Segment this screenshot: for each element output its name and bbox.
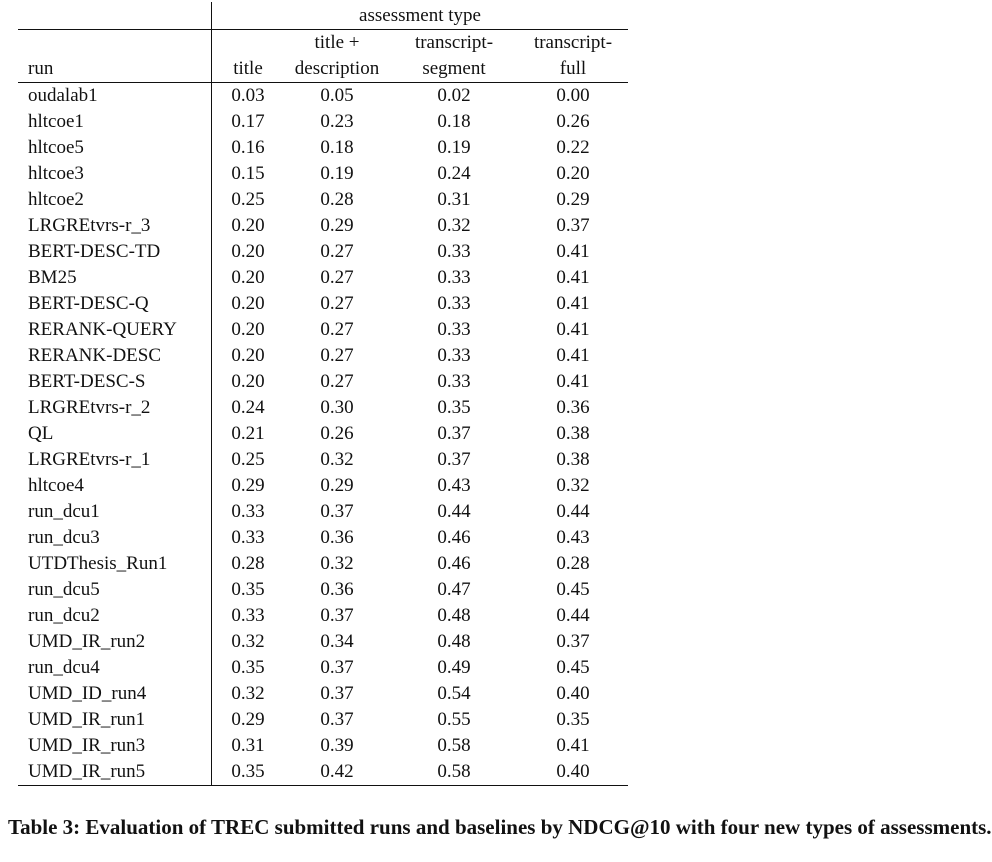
- cell-segment: 0.58: [437, 735, 471, 756]
- cell-description: 0.27: [320, 319, 354, 340]
- cell-segment: 0.33: [437, 267, 471, 288]
- table-row: [18, 447, 628, 473]
- cell-title: 0.32: [212, 681, 285, 707]
- cell-run: hltcoe3: [28, 163, 84, 184]
- cell-segment: 0.55: [437, 709, 471, 730]
- cell-title: 0.20: [212, 291, 285, 317]
- cell-run: RERANK-DESC: [28, 345, 162, 366]
- cell-full: 0.36: [556, 397, 590, 418]
- cell-run: UMD_IR_run1: [28, 709, 146, 730]
- cell-title: 0.35: [212, 759, 285, 786]
- cell-description: 0.29: [320, 215, 354, 236]
- cell-description: 0.42: [284, 759, 390, 786]
- table-row: [18, 395, 628, 421]
- table-row: [18, 551, 628, 577]
- cell-description: 0.37: [320, 501, 354, 522]
- table-row: [18, 265, 628, 291]
- cell-run: run_dcu2: [28, 605, 100, 626]
- cell-title: 0.25: [212, 447, 285, 473]
- table-row: [18, 499, 628, 525]
- cell-segment: 0.32: [437, 215, 471, 236]
- table-row: [18, 603, 628, 629]
- cell-description: 0.37: [320, 657, 354, 678]
- cell-full: 0.45: [556, 579, 590, 600]
- table-row: [18, 733, 628, 759]
- cell-run: LRGREtvrs-r_3: [28, 215, 151, 236]
- table-row: [18, 187, 628, 213]
- cell-segment: 0.48: [437, 605, 471, 626]
- cell-description: 0.37: [320, 605, 354, 626]
- header-full-line2: full: [518, 56, 628, 83]
- cell-title: 0.21: [212, 421, 285, 447]
- header-segment-line2: segment: [390, 56, 518, 83]
- cell-segment: 0.47: [437, 579, 471, 600]
- cell-full: 0.35: [556, 709, 590, 730]
- cell-segment: 0.37: [437, 423, 471, 444]
- cell-segment: 0.49: [437, 657, 471, 678]
- cell-title: 0.20: [212, 343, 285, 369]
- header-full-line1: transcript-: [533, 32, 613, 53]
- table-row: [18, 421, 628, 447]
- cell-segment: 0.33: [437, 319, 471, 340]
- table-caption: Table 3: Evaluation of TREC submitted runs and baselines by NDCG@10 with four new types of assessments.: [8, 815, 992, 839]
- cell-run: hltcoe2: [28, 189, 84, 210]
- cell-run: UMD_ID_run4: [28, 683, 147, 704]
- cell-run: BERT-DESC-Q: [28, 293, 149, 314]
- cell-title: 0.03: [212, 83, 285, 110]
- cell-run: UMD_IR_run2: [28, 631, 146, 652]
- cell-segment: 0.46: [437, 527, 471, 548]
- cell-title: 0.29: [212, 707, 285, 733]
- table-row: [18, 759, 628, 786]
- cell-description: 0.32: [320, 449, 354, 470]
- cell-segment: 0.33: [437, 293, 471, 314]
- cell-description: 0.30: [320, 397, 354, 418]
- cell-title: 0.28: [212, 551, 285, 577]
- cell-segment: 0.31: [437, 189, 471, 210]
- header-description-line1: title +: [314, 32, 360, 53]
- cell-full: 0.45: [556, 657, 590, 678]
- cell-title: 0.35: [212, 655, 285, 681]
- cell-segment: 0.33: [437, 371, 471, 392]
- cell-description: 0.23: [320, 111, 354, 132]
- table-row: [18, 369, 628, 395]
- cell-title: 0.35: [212, 577, 285, 603]
- table-row: [18, 317, 628, 343]
- cell-title: 0.32: [212, 629, 285, 655]
- table-row: [18, 473, 628, 499]
- cell-description: 0.05: [320, 85, 354, 106]
- cell-run: BERT-DESC-S: [28, 371, 146, 392]
- column-header-row-1: [18, 30, 628, 57]
- cell-description: 0.19: [320, 163, 354, 184]
- cell-description: 0.39: [320, 735, 354, 756]
- cell-description: 0.36: [320, 527, 354, 548]
- cell-description: 0.27: [320, 345, 354, 366]
- cell-full: 0.44: [556, 501, 590, 522]
- cell-run: UMD_IR_run5: [18, 759, 212, 786]
- cell-title: 0.33: [212, 499, 285, 525]
- table-row: [18, 525, 628, 551]
- cell-full: 0.40: [556, 683, 590, 704]
- table-row: [18, 239, 628, 265]
- cell-full: 0.41: [556, 319, 590, 340]
- cell-full: 0.37: [556, 215, 590, 236]
- table-row: [18, 343, 628, 369]
- header-description-line2: description: [284, 56, 390, 83]
- table-row: [18, 213, 628, 239]
- cell-run: LRGREtvrs-r_1: [28, 449, 151, 470]
- cell-full: 0.37: [556, 631, 590, 652]
- cell-description: 0.27: [320, 241, 354, 262]
- cell-run: QL: [28, 423, 54, 444]
- cell-run: BM25: [28, 267, 77, 288]
- cell-run: BERT-DESC-TD: [28, 241, 161, 262]
- cell-description: 0.18: [320, 137, 354, 158]
- cell-run: hltcoe4: [28, 475, 84, 496]
- cell-description: 0.28: [320, 189, 354, 210]
- cell-description: 0.26: [320, 423, 354, 444]
- column-header-row-2: [18, 56, 628, 83]
- cell-segment: 0.37: [437, 449, 471, 470]
- cell-full: 0.41: [556, 735, 590, 756]
- cell-full: 0.20: [556, 163, 590, 184]
- cell-full: 0.00: [556, 85, 590, 106]
- cell-full: 0.41: [556, 293, 590, 314]
- cell-description: 0.32: [320, 553, 354, 574]
- cell-title: 0.15: [212, 161, 285, 187]
- cell-run: run_dcu1: [28, 501, 100, 522]
- table-body: [18, 83, 628, 786]
- table-row: [18, 577, 628, 603]
- cell-description: 0.37: [320, 683, 354, 704]
- cell-full: 0.38: [556, 423, 590, 444]
- cell-segment: 0.02: [437, 85, 471, 106]
- table-row: [18, 161, 628, 187]
- cell-title: 0.33: [212, 525, 285, 551]
- table-row: [18, 629, 628, 655]
- cell-run: run_dcu5: [28, 579, 100, 600]
- cell-title: 0.20: [212, 239, 285, 265]
- cell-title: 0.33: [212, 603, 285, 629]
- cell-run: UMD_IR_run3: [28, 735, 146, 756]
- cell-run: run_dcu3: [28, 527, 100, 548]
- table-row: [18, 135, 628, 161]
- cell-full: 0.43: [556, 527, 590, 548]
- cell-segment: 0.18: [437, 111, 471, 132]
- cell-run: UTDThesis_Run1: [28, 553, 168, 574]
- cell-run: run_dcu4: [28, 657, 100, 678]
- table-row: [18, 655, 628, 681]
- header-run: run: [18, 56, 212, 83]
- cell-title: 0.24: [212, 395, 285, 421]
- cell-description: 0.27: [320, 371, 354, 392]
- cell-description: 0.37: [320, 709, 354, 730]
- cell-full: 0.22: [556, 137, 590, 158]
- table-row: [18, 109, 628, 135]
- cell-full: 0.41: [556, 371, 590, 392]
- cell-segment: 0.43: [437, 475, 471, 496]
- cell-title: 0.25: [212, 187, 285, 213]
- cell-description: 0.36: [320, 579, 354, 600]
- cell-segment: 0.58: [390, 759, 518, 786]
- cell-title: 0.20: [212, 317, 285, 343]
- cell-full: 0.41: [556, 267, 590, 288]
- cell-segment: 0.48: [437, 631, 471, 652]
- table-row: [18, 681, 628, 707]
- group-header-row: [18, 2, 628, 30]
- cell-segment: 0.46: [437, 553, 471, 574]
- cell-run: hltcoe5: [28, 137, 84, 158]
- results-table: [18, 2, 628, 786]
- cell-full: 0.41: [556, 241, 590, 262]
- cell-description: 0.29: [320, 475, 354, 496]
- cell-title: 0.17: [212, 109, 285, 135]
- cell-run: oudalab1: [28, 85, 98, 106]
- cell-segment: 0.35: [437, 397, 471, 418]
- table-row: [18, 291, 628, 317]
- header-segment-line1: transcript-: [414, 32, 494, 53]
- cell-run: RERANK-QUERY: [28, 319, 177, 340]
- cell-title: 0.20: [212, 265, 285, 291]
- cell-title: 0.20: [212, 369, 285, 395]
- cell-segment: 0.24: [437, 163, 471, 184]
- cell-full: 0.29: [556, 189, 590, 210]
- cell-title: 0.16: [212, 135, 285, 161]
- cell-segment: 0.33: [437, 345, 471, 366]
- header-title: title: [212, 56, 285, 83]
- table-row: [18, 707, 628, 733]
- table-row: [18, 83, 628, 110]
- group-header-assessment-type: assessment type: [212, 2, 629, 30]
- cell-description: 0.27: [320, 267, 354, 288]
- cell-run: hltcoe1: [28, 111, 84, 132]
- cell-segment: 0.33: [437, 241, 471, 262]
- cell-full: 0.28: [556, 553, 590, 574]
- cell-full: 0.41: [556, 345, 590, 366]
- cell-full: 0.38: [556, 449, 590, 470]
- cell-run: LRGREtvrs-r_2: [28, 397, 151, 418]
- cell-description: 0.27: [320, 293, 354, 314]
- cell-title: 0.29: [212, 473, 285, 499]
- cell-full: 0.40: [518, 759, 628, 786]
- cell-segment: 0.54: [437, 683, 471, 704]
- cell-full: 0.26: [556, 111, 590, 132]
- cell-segment: 0.44: [437, 501, 471, 522]
- cell-title: 0.20: [212, 213, 285, 239]
- cell-segment: 0.19: [437, 137, 471, 158]
- cell-title: 0.31: [212, 733, 285, 759]
- cell-full: 0.32: [556, 475, 590, 496]
- cell-description: 0.34: [320, 631, 354, 652]
- cell-full: 0.44: [556, 605, 590, 626]
